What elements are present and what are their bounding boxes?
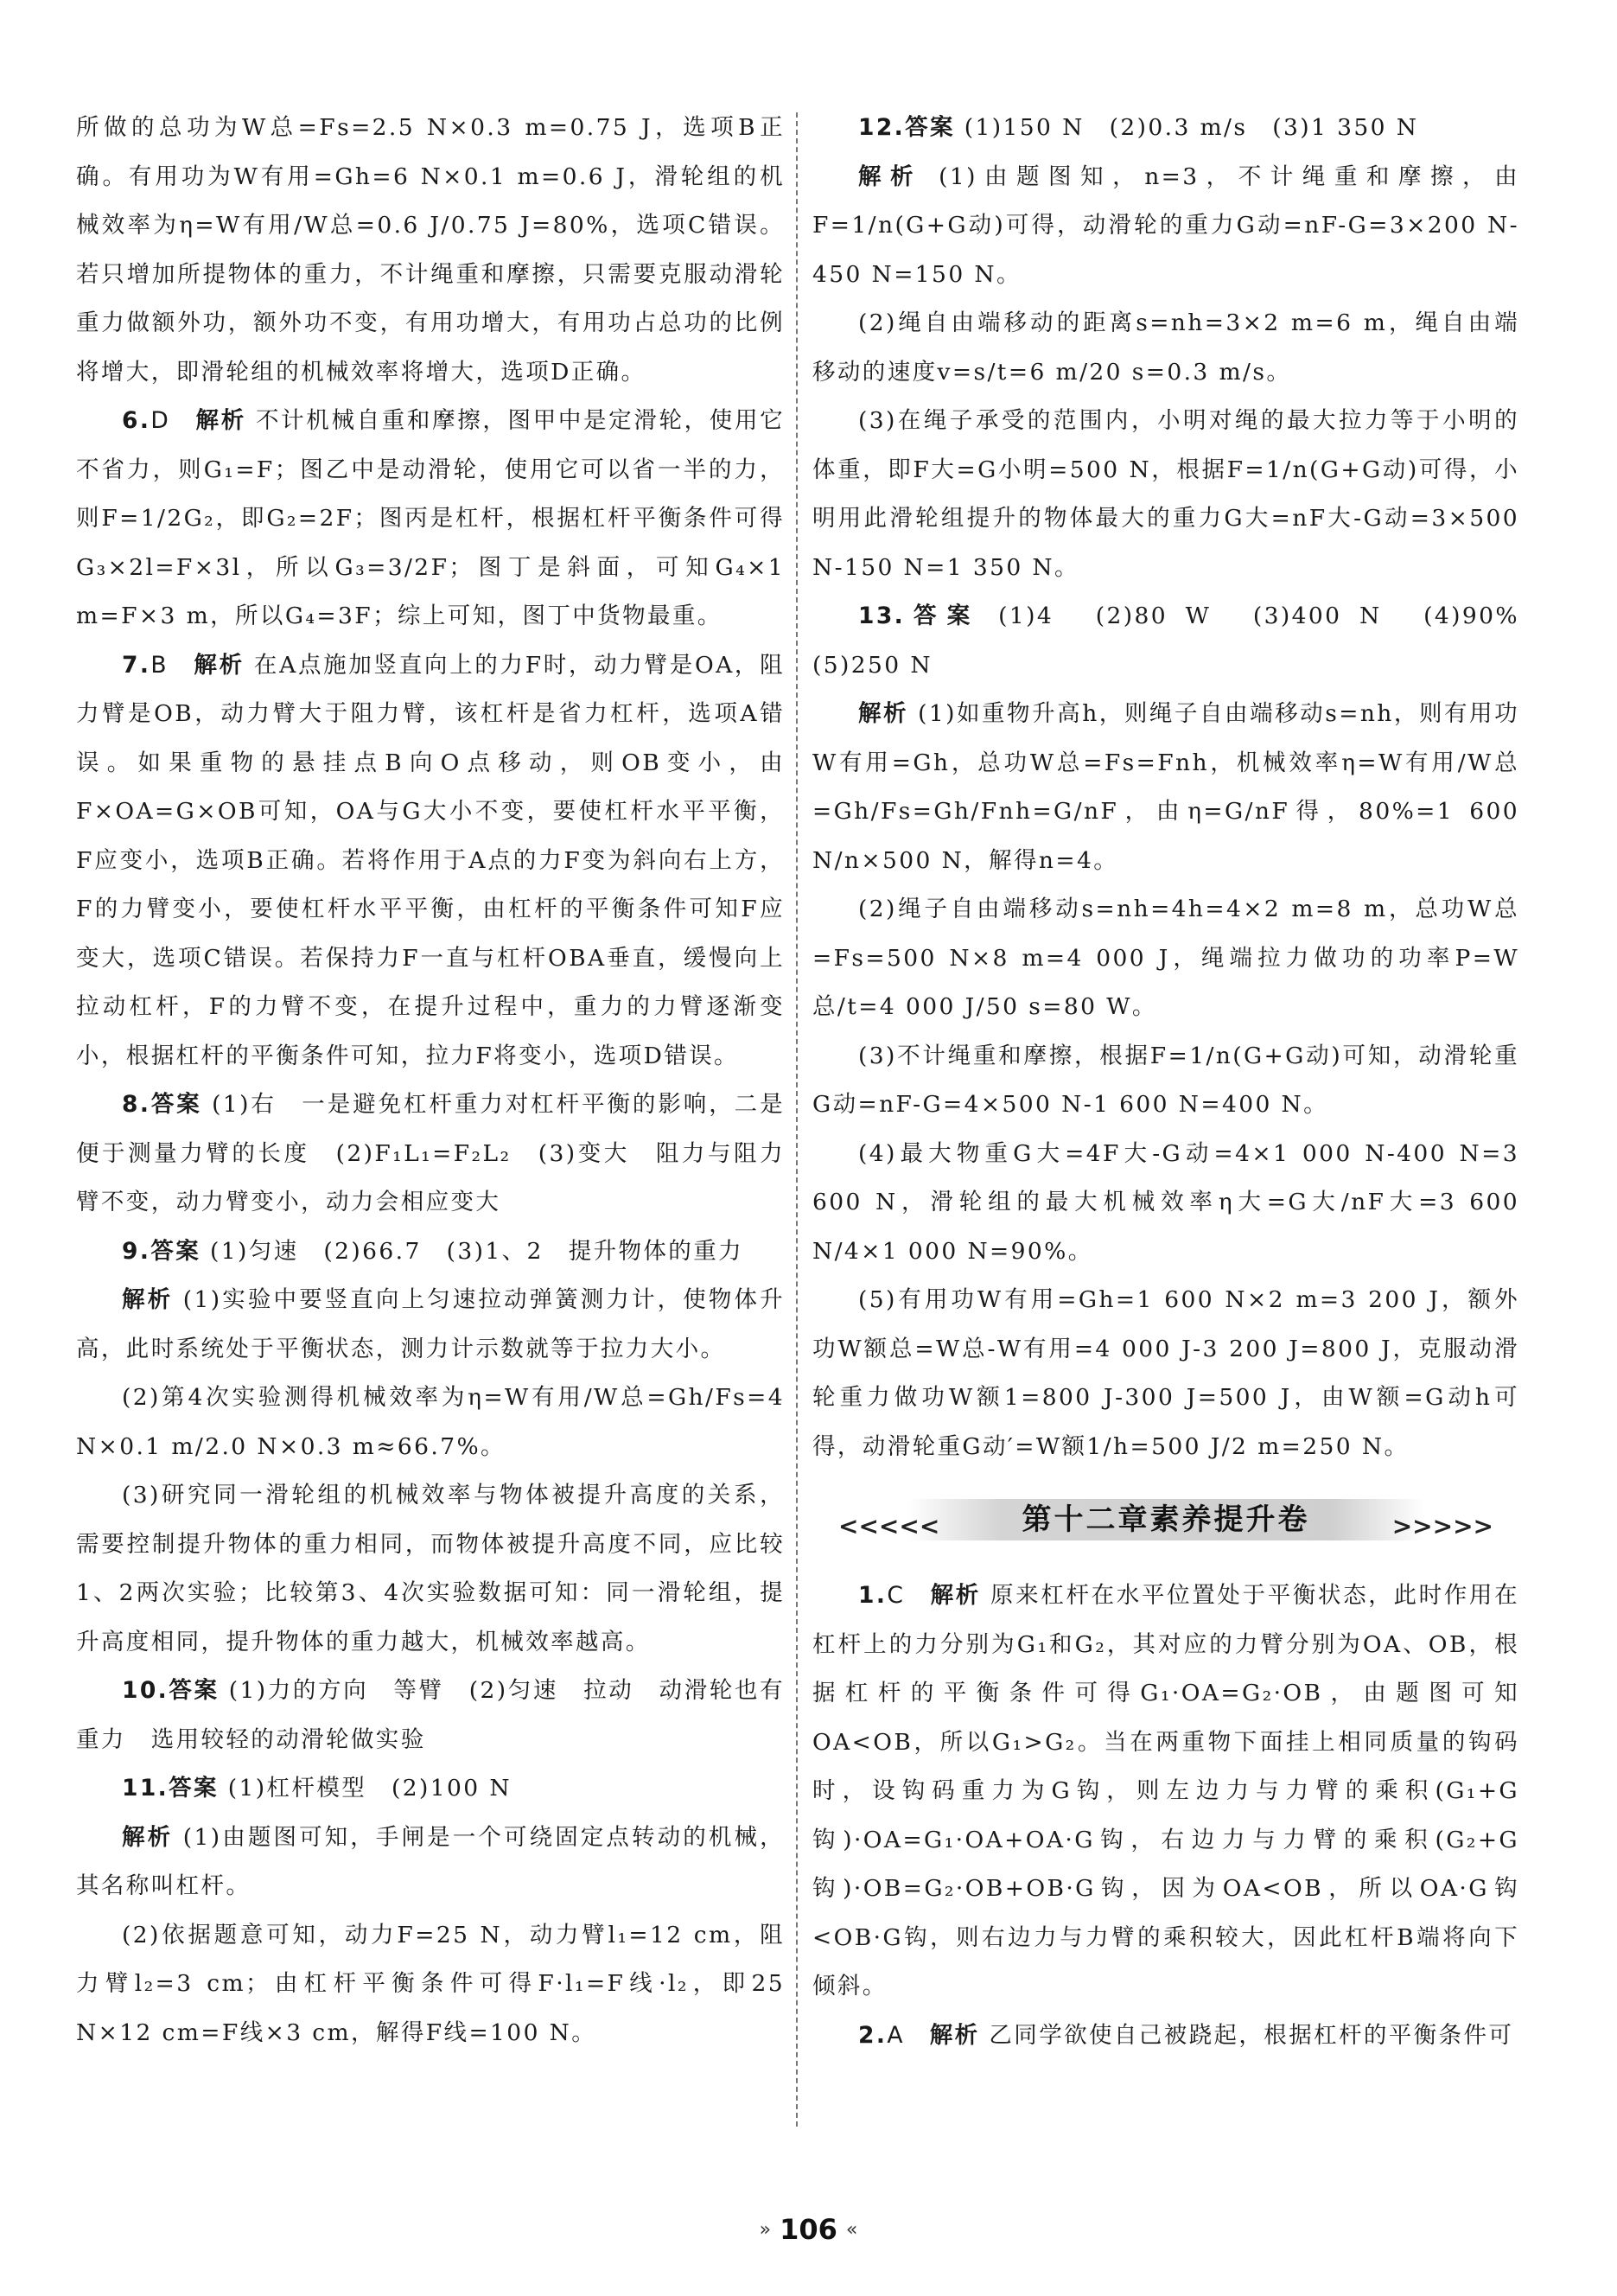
analysis-label: 解析: [930, 1582, 981, 1609]
paragraph-text: (3)研究同一滑轮组的机械效率与物体被提升高度的关系，需要控制提升物体的重力相同，而物体被提升高度不同，应比较1、2两次实验；比较第3、4次实验数据可知：同一滑轮组，提升高度相同，提升物体的重力越大，机械效率越高。: [76, 1482, 785, 1655]
paragraph-text: 所做的总功为W总=Fs=2.5 N×0.3 m=0.75 J，选项B正确。有用功为W有用=Gh=6 N×0.1 m=0.6 J，滑轮组的机械效率为η=W有用/W总=0.6 J/0.75 J=80%，选项C错误。若只增加所提物体的重力，不计绳重和摩擦，只需要克服动滑轮重力做额外功，额外功不变，有用功增大，有用功占总功的比例将增大，即滑轮组的机械效率将增大，选项D正确。: [76, 114, 785, 386]
paragraph: [76, 1911, 785, 2058]
item-text: 乙同学欲使自己被跷起，根据杠杆的平衡条件可: [989, 2021, 1514, 2049]
answer-label: 答案: [905, 114, 955, 141]
answer-label: 答案: [905, 603, 981, 629]
answer-label: 答案: [150, 1091, 202, 1118]
paragraph: [812, 1130, 1519, 1277]
paragraph-text: (2)依据题意可知，动力F=25 N，动力臂l₁=12 cm，阻力臂l₂=3 cm；由杠杆平衡条件可得F·l₁=F线·l₂，即25 N×12 cm=F线×3 cm，解得F线=100 N。: [76, 1921, 785, 2046]
item-answer: C: [887, 1582, 906, 1609]
answer-label: 答案: [169, 1677, 220, 1704]
paragraph: [76, 1374, 785, 1471]
item-number: 8.: [122, 1091, 151, 1118]
right-column: [812, 104, 1544, 2060]
item-text: 原来杠杆在水平位置处于平衡状态，此时作用在杠杆上的力分别为G₁和G₂，其对应的力臂分别为OA、OB，根据杠杆的平衡条件可得G₁·OA=G₂·OB，由题图可知OA<OB，所以G₁>G₂。当在两重物下面挂上相同质量的钩码时，设钩码重力为G钩，则左边力与力臂的乘积(G₁+G钩)·OA=G₁·OA+OA·G钩，右边力与力臂的乘积(G₂+G钩)·OB=G₂·OB+OB·G钩，因为OA<OB，所以OA·G钩<OB·G钩，则右边力与力臂的乘积较大，因此杠杆B端将向下倾斜。: [812, 1582, 1519, 1999]
answer-item-9: [76, 1228, 785, 1277]
analysis-paragraph: [76, 1814, 785, 1911]
answer-item-12: [812, 104, 1519, 153]
item-answer: A: [887, 2021, 905, 2049]
answer-item-8: [76, 1081, 785, 1228]
page-number: 106: [780, 2213, 837, 2246]
chapter-heading: [812, 1492, 1519, 1547]
answer-item-2: [812, 2012, 1519, 2061]
paragraph: [812, 885, 1519, 1032]
answer-item-7: [76, 641, 785, 1081]
left-chevrons: <<<<<: [838, 1512, 940, 1540]
analysis-label: 解析: [929, 2021, 980, 2049]
paragraph: [812, 397, 1519, 592]
paragraph: [812, 299, 1519, 397]
left-column: [76, 104, 785, 2057]
answer-item-11: [76, 1764, 785, 1814]
answer-item-1: [812, 1572, 1519, 2012]
analysis-paragraph: [812, 690, 1519, 885]
paragraph-text: (1)如重物升高h，则绳子自由端移动s=nh，则有用功W有用=Gh，总功W总=Fs=Fnh，机械效率η=W有用/W总=Gh/Fs=Gh/Fnh=G/nF，由η=G/nF得，80%=1 600 N/n×500 N，解得n=4。: [812, 700, 1519, 874]
page-arrow-left-icon: »: [759, 2218, 772, 2241]
item-text: (1)4 (2)80 W (3)400 N (4)90% (5)250 N: [812, 603, 1544, 679]
item-number: 11.: [122, 1775, 169, 1802]
item-number: 13.: [858, 603, 906, 629]
item-text: 不计机械自重和摩擦，图甲中是定滑轮，使用它不省力，则G₁=F；图乙中是动滑轮，使用它可以省一半的力，则F=1/2G₂，即G₂=2F；图丙是杠杆，根据杠杆平衡条件可得G₃×2l=F×3l，所以G₃=3/2F；图丁是斜面，可知G₄×1 m=F×3 m，所以G₄=3F；综上可知，图丁中货物最重。: [76, 407, 786, 629]
paragraph-text: (2)第4次实验测得机械效率为η=W有用/W总=Gh/Fs=4 N×0.1 m/2.0 N×0.3 m≈66.7%。: [76, 1384, 785, 1460]
item-number: 10.: [122, 1677, 169, 1704]
item-number: 7.: [122, 651, 151, 679]
paragraph-text: (5)有用功W有用=Gh=1 600 N×2 m=3 200 J，额外功W额总=W总-W有用=4 000 J-3 200 J=800 J，克服动滑轮重力做功W额1=800 J-300 J=500 J，由W额=G动h可得，动滑轮重G动′=W额1/h=500 J/2 m=250 N。: [812, 1286, 1519, 1460]
analysis-label: 解析: [122, 1823, 174, 1851]
paragraph: [812, 1032, 1519, 1130]
paragraph-text: (3)在绳子承受的范围内，小明对绳的最大拉力等于小明的体重，即F大=G小明=500 N，根据F=1/n(G+G动)可得，小明用此滑轮组提升的物体最大的重力G大=nF大-G动=3×500 N-150 N=1 350 N。: [812, 407, 1519, 581]
analysis-label: 解析: [195, 407, 246, 434]
item-text: (1)右 一是避免杠杆重力对杠杆平衡的影响，二是便于测量力臂的长度 (2)F₁L₁=F₂L₂ (3)变大 阻力与阻力臂不变，动力臂变小，动力会相应变大: [76, 1091, 786, 1215]
item-text: (1)力的方向 等臂 (2)匀速 拉动 动滑轮也有重力 选用较轻的动滑轮做实验: [76, 1677, 785, 1753]
paragraph-text: (4)最大物重G大=4F大-G动=4×1 000 N-400 N=3 600 N，滑轮组的最大机械效率η大=G大/nF大=3 600 N/4×1 000 N=90%。: [812, 1139, 1519, 1265]
paragraph-text: (1)由题图可知，手闸是一个可绕固定点转动的机械，其名称叫杠杆。: [76, 1823, 785, 1899]
item-number: 9.: [122, 1237, 151, 1265]
analysis-label: 解析: [858, 700, 909, 727]
paragraph-text: (3)不计绳重和摩擦，根据F=1/n(G+G动)可知，动滑轮重G动=nF-G=4×500 N-1 600 N=400 N。: [812, 1042, 1519, 1118]
item-answer: B: [150, 651, 169, 679]
analysis-paragraph: [812, 153, 1519, 300]
page-footer: [0, 2213, 1617, 2246]
paragraph-text: (1)实验中要竖直向上匀速拉动弹簧测力计，使物体升高，此时系统处于平衡状态，测力计示数就等于拉力大小。: [76, 1286, 785, 1362]
column-divider: [796, 112, 798, 2127]
paragraph-text: (2)绳自由端移动的距离s=nh=3×2 m=6 m，绳自由端移动的速度v=s/t=6 m/20 s=0.3 m/s。: [812, 309, 1519, 386]
paragraph: [76, 104, 785, 397]
chapter-title: 第十二章素养提升卷: [1022, 1502, 1310, 1537]
analysis-paragraph: [76, 1276, 785, 1374]
item-answer: D: [150, 407, 171, 434]
paragraph: [76, 1471, 785, 1667]
analysis-label: 解析: [194, 651, 245, 679]
item-number: 2.: [858, 2021, 888, 2049]
item-number: 6.: [122, 407, 151, 434]
item-number: 1.: [858, 1582, 888, 1609]
item-text: (1)150 N (2)0.3 m/s (3)1 350 N: [964, 114, 1419, 141]
item-text: (1)匀速 (2)66.7 (3)1、2 提升物体的重力: [209, 1237, 743, 1265]
item-text: (1)杠杆模型 (2)100 N: [227, 1775, 512, 1802]
paragraph-text: (2)绳子自由端移动s=nh=4h=4×2 m=8 m，总功W总=Fs=500 N×8 m=4 000 J，绳端拉力做功的功率P=W总/t=4 000 J/50 s=80 W。: [812, 896, 1519, 1020]
right-chevrons: >>>>>: [1391, 1512, 1493, 1540]
answer-label: 答案: [150, 1237, 201, 1265]
page-arrow-right-icon: «: [845, 2218, 858, 2241]
analysis-label: 解析: [122, 1286, 174, 1313]
item-text: 在A点施加竖直向上的力F时，动力臂是OA，阻力臂是OB，动力臂大于阻力臂，该杠杆是省力杠杆，选项A错误。如果重物的悬挂点B向O点移动，则OB变小，由F×OA=G×OB可知，OA与G大小不变，要使杠杆水平平衡，F应变小，选项B正确。若将作用于A点的力F变为斜向右上方，F的力臂变小，要使杠杆水平平衡，由杠杆的平衡条件可知F应变大，选项C错误。若保持力F一直与杠杆OBA垂直，缓慢向上拉动杠杆，F的力臂不变，在提升过程中，重力的力臂逐渐变小，根据杠杆的平衡条件可知，拉力F将变小，选项D错误。: [76, 651, 785, 1069]
answer-item-10: [76, 1667, 785, 1764]
answer-label: 答案: [169, 1775, 219, 1802]
item-number: 12.: [858, 114, 906, 141]
answer-item-13: [812, 592, 1544, 690]
analysis-label: 解析: [858, 163, 923, 190]
paragraph: [812, 1276, 1519, 1471]
answer-item-6: [76, 397, 785, 641]
paragraph-text: (1)由题图知，n=3，不计绳重和摩擦，由F=1/n(G+G动)可得，动滑轮的重力G动=nF-G=3×200 N-450 N=150 N。: [812, 163, 1519, 288]
